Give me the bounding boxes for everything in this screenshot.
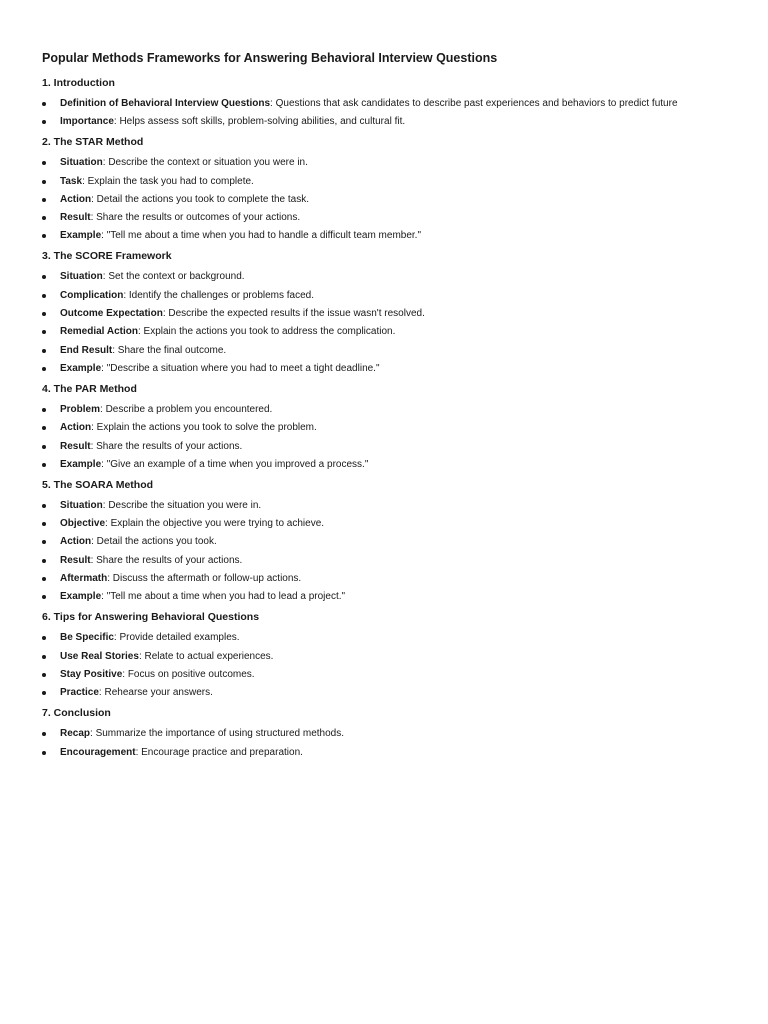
list-item: [42, 362, 742, 376]
list-item: [42, 211, 742, 225]
bullet-icon: [42, 216, 46, 220]
list-item: [42, 746, 742, 760]
list-item: [42, 193, 742, 207]
document-body: [42, 76, 742, 760]
item-term: Remedial Action: [60, 326, 138, 338]
item-description: : Describe the situation you were in.: [102, 499, 262, 511]
document-page: [42, 50, 742, 766]
list-item: [42, 175, 742, 189]
item-term: Use Real Stories: [60, 650, 139, 662]
item-description: : Summarize the importance of using structured methods.: [90, 728, 345, 740]
bullet-icon: [42, 330, 46, 334]
item-description: : Explain the actions you took to solve the problem.: [91, 422, 317, 434]
list-item: [42, 289, 742, 303]
item-description: : Share the results of your actions.: [90, 440, 243, 452]
section-heading: 1. Introduction: [42, 77, 115, 89]
item-description: : Helps assess soft skills, problem-solving abilities, and cultural fit.: [113, 116, 406, 128]
item-term: Stay Positive: [60, 668, 123, 680]
item-term: Example: [60, 591, 102, 603]
bullet-icon: [42, 504, 46, 508]
bullet-icon: [42, 234, 46, 238]
bullet-icon: [42, 294, 46, 298]
item-term: Encouragement: [60, 746, 136, 758]
section-list: [42, 270, 742, 375]
item-description: : Identify the challenges or problems faced.: [123, 289, 315, 301]
bullet-icon: [42, 540, 46, 544]
item-description: : Explain the objective you were trying to achieve.: [105, 518, 325, 530]
item-term: Problem: [60, 403, 101, 415]
item-term: Aftermath: [60, 573, 108, 585]
item-description: : Relate to actual experiences.: [138, 650, 274, 662]
item-term: Practice: [60, 687, 99, 699]
item-description: : "Tell me about a time when you had to lead a project.": [101, 591, 346, 603]
bullet-icon: [42, 120, 46, 124]
bullet-icon: [42, 275, 46, 279]
section-heading: 3. The SCORE Framework: [42, 250, 172, 263]
list-item: [42, 229, 742, 243]
list-item: [42, 115, 742, 129]
item-description: : Focus on positive outcomes.: [122, 668, 255, 680]
section-list: [42, 631, 742, 700]
item-description: : "Describe a situation where you had to meet a tight deadline.": [101, 362, 380, 374]
list-item: [42, 156, 742, 170]
bullet-icon: [42, 312, 46, 316]
document-title: Popular Methods Frameworks for Answering Behavioral Interview Questions: [42, 51, 498, 65]
section-list: [42, 727, 742, 759]
item-description: : Rehearse your answers.: [98, 687, 213, 699]
item-description: : Encourage practice and preparation.: [135, 746, 303, 758]
section-heading: 4. The PAR Method: [42, 382, 137, 395]
list-item: [42, 344, 742, 358]
section-list: [42, 97, 742, 129]
item-term: Recap: [60, 728, 91, 740]
list-item: [42, 668, 742, 682]
item-term: Action: [60, 536, 92, 548]
item-term: Definition of Behavioral Interview Questions: [60, 98, 271, 109]
item-description: : Explain the actions you took to address the complication.: [137, 326, 396, 338]
bullet-icon: [42, 691, 46, 695]
item-description: : Describe the context or situation you were in.: [102, 157, 308, 169]
list-item: [42, 554, 742, 568]
item-term: Result: [60, 212, 91, 224]
bullet-icon: [42, 180, 46, 184]
bullet-icon: [42, 595, 46, 599]
bullet-icon: [42, 349, 46, 353]
list-item: [42, 421, 742, 435]
item-term: Objective: [60, 518, 106, 530]
section-heading: 2. The STAR Method: [42, 136, 144, 149]
section-list: [42, 403, 742, 472]
bullet-icon: [42, 198, 46, 202]
item-description: : "Give an example of a time when you improved a process.": [101, 458, 369, 470]
item-term: Situation: [60, 157, 103, 169]
list-item: [42, 517, 742, 531]
item-description: : Share the results of your actions.: [90, 554, 243, 566]
item-term: Action: [60, 422, 92, 434]
item-description: : Share the final outcome.: [112, 344, 227, 356]
list-item: [42, 631, 742, 645]
item-description: : "Tell me about a time when you had to handle a difficult team member.": [101, 230, 422, 242]
list-item: [42, 535, 742, 549]
item-description: : Explain the task you had to complete.: [82, 175, 254, 187]
item-description: : Describe the expected results if the issue wasn't resolved.: [162, 308, 425, 320]
bullet-icon: [42, 463, 46, 467]
list-item: [42, 307, 742, 321]
bullet-icon: [42, 522, 46, 526]
bullet-icon: [42, 751, 46, 755]
item-description: : Provide detailed examples.: [113, 632, 240, 644]
item-term: Result: [60, 440, 91, 452]
item-term: Example: [60, 230, 102, 242]
list-item: [42, 650, 742, 664]
list-item: [42, 97, 742, 111]
list-item: [42, 403, 742, 417]
item-description: : Detail the actions you took to complete the task.: [91, 193, 310, 205]
bullet-icon: [42, 426, 46, 430]
bullet-icon: [42, 636, 46, 640]
item-description: : Discuss the aftermath or follow-up actions.: [107, 573, 302, 585]
item-term: Situation: [60, 499, 103, 511]
bullet-icon: [42, 559, 46, 563]
list-item: [42, 440, 742, 454]
list-item: [42, 686, 742, 700]
section-heading: 7. Conclusion: [42, 707, 111, 720]
item-description: : Detail the actions you took.: [91, 536, 217, 548]
bullet-icon: [42, 655, 46, 659]
item-term: Task: [60, 175, 83, 187]
item-term: Complication: [60, 289, 124, 301]
item-term: Be Specific: [60, 632, 114, 644]
item-term: Example: [60, 458, 102, 470]
bullet-icon: [42, 102, 46, 106]
item-term: Action: [60, 193, 92, 205]
bullet-icon: [42, 408, 46, 412]
bullet-icon: [42, 161, 46, 165]
list-item: [42, 458, 742, 472]
item-description: : Describe a problem you encountered.: [100, 403, 273, 415]
list-item: [42, 270, 742, 284]
list-item: [42, 325, 742, 339]
section-heading: 5. The SOARA Method: [42, 478, 154, 491]
section-list: [42, 499, 742, 604]
list-item: [42, 727, 742, 741]
list-item: [42, 590, 742, 604]
list-item: [42, 499, 742, 513]
section-list: [42, 156, 742, 243]
bullet-icon: [42, 577, 46, 581]
bullet-icon: [42, 367, 46, 371]
item-description: : Set the context or background.: [102, 271, 245, 283]
item-term: Outcome Expectation: [60, 308, 163, 320]
bullet-icon: [42, 445, 46, 449]
item-term: End Result: [60, 344, 113, 356]
item-term: Situation: [60, 271, 103, 283]
section-heading: 6. Tips for Answering Behavioral Questions: [42, 611, 260, 624]
item-term: Importance: [60, 116, 114, 128]
item-term: Example: [60, 362, 102, 374]
bullet-icon: [42, 732, 46, 736]
item-description: : Share the results or outcomes of your actions.: [90, 212, 301, 224]
item-description: : Questions that ask candidates to describe past experiences and behaviors to predict future: [270, 98, 678, 109]
list-item: [42, 572, 742, 586]
bullet-icon: [42, 673, 46, 677]
item-term: Result: [60, 554, 91, 566]
